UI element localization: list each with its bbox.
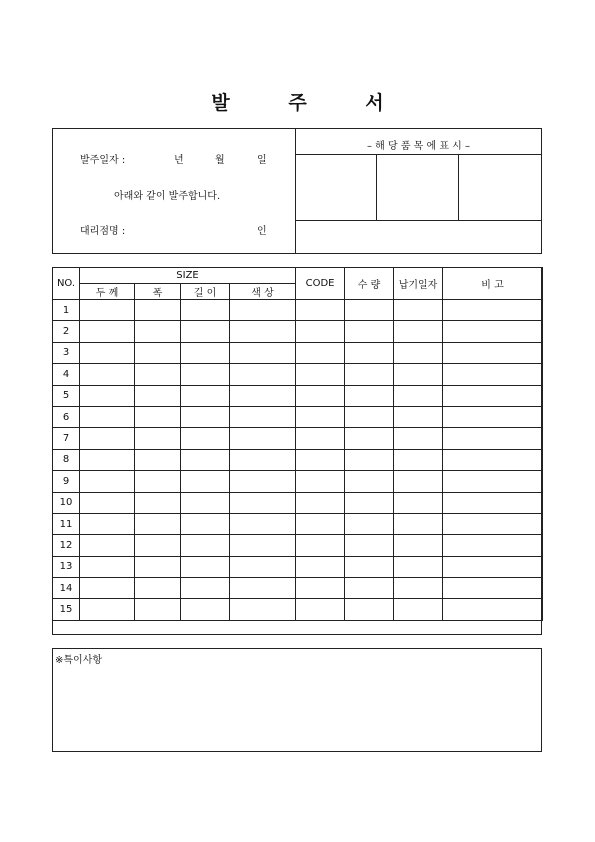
cell-length[interactable]: [181, 406, 230, 427]
cell-color[interactable]: [230, 492, 296, 513]
table-row: [53, 599, 543, 620]
cell-code[interactable]: [296, 342, 345, 363]
cell-width[interactable]: [135, 428, 181, 449]
cell-length[interactable]: [181, 300, 230, 321]
cell-color[interactable]: [230, 342, 296, 363]
row-number: 10: [53, 492, 80, 513]
order-statement: 아래와 같이 발주합니다.: [114, 191, 221, 202]
cell-thickness[interactable]: [80, 342, 135, 363]
mark-box-3[interactable]: [459, 155, 541, 219]
row-number: 14: [53, 578, 80, 599]
agency-label: 대리점명 :: [80, 226, 126, 237]
cell-qty[interactable]: [345, 535, 394, 556]
cell-code[interactable]: [296, 300, 345, 321]
cell-color[interactable]: [230, 471, 296, 492]
cell-color[interactable]: [230, 599, 296, 620]
cell-thickness[interactable]: [80, 449, 135, 470]
cell-width[interactable]: [135, 449, 181, 470]
cell-color[interactable]: [230, 406, 296, 427]
cell-code[interactable]: [296, 492, 345, 513]
cell-qty[interactable]: [345, 300, 394, 321]
cell-color[interactable]: [230, 428, 296, 449]
row-number: 3: [53, 342, 80, 363]
page-title: 발 주 서: [211, 92, 410, 114]
cell-delivery[interactable]: [394, 406, 443, 427]
cell-length[interactable]: [181, 364, 230, 385]
cell-thickness[interactable]: [80, 513, 135, 534]
cell-note[interactable]: [443, 556, 543, 577]
col-no-header: NO.: [53, 268, 80, 300]
row-number: 2: [53, 321, 80, 342]
cell-length[interactable]: [181, 535, 230, 556]
col-color-header: 색 상: [230, 284, 296, 300]
table-row: [53, 342, 543, 363]
cell-thickness[interactable]: [80, 385, 135, 406]
cell-color[interactable]: [230, 385, 296, 406]
cell-length[interactable]: [181, 385, 230, 406]
cell-qty[interactable]: [345, 449, 394, 470]
cell-thickness[interactable]: [80, 321, 135, 342]
cell-width[interactable]: [135, 385, 181, 406]
cell-code[interactable]: [296, 578, 345, 599]
remarks-box[interactable]: [52, 648, 542, 752]
cell-width[interactable]: [135, 556, 181, 577]
table-row: [53, 513, 543, 534]
cell-delivery[interactable]: [394, 300, 443, 321]
cell-length[interactable]: [181, 578, 230, 599]
cell-delivery[interactable]: [394, 556, 443, 577]
row-number: 8: [53, 449, 80, 470]
row-number: 13: [53, 556, 80, 577]
cell-delivery[interactable]: [394, 535, 443, 556]
table-row: [53, 385, 543, 406]
cell-thickness[interactable]: [80, 406, 135, 427]
row-number: 11: [53, 513, 80, 534]
cell-code[interactable]: [296, 385, 345, 406]
cell-color[interactable]: [230, 449, 296, 470]
row-number: 1: [53, 300, 80, 321]
cell-color[interactable]: [230, 578, 296, 599]
cell-note[interactable]: [443, 599, 543, 620]
cell-width[interactable]: [135, 342, 181, 363]
order-table: [52, 267, 543, 621]
cell-length[interactable]: [181, 428, 230, 449]
cell-code[interactable]: [296, 428, 345, 449]
seal-label: 인: [257, 226, 267, 237]
cell-width[interactable]: [135, 406, 181, 427]
cell-width[interactable]: [135, 578, 181, 599]
cell-length[interactable]: [181, 556, 230, 577]
cell-delivery[interactable]: [394, 492, 443, 513]
day-label: 일: [257, 155, 267, 166]
table-row: [53, 556, 543, 577]
cell-qty[interactable]: [345, 599, 394, 620]
cell-note[interactable]: [443, 342, 543, 363]
cell-qty[interactable]: [345, 321, 394, 342]
cell-length[interactable]: [181, 599, 230, 620]
table-row: [53, 364, 543, 385]
cell-code[interactable]: [296, 471, 345, 492]
table-row: [53, 535, 543, 556]
table-row: [53, 449, 543, 470]
cell-note[interactable]: [443, 321, 543, 342]
cell-note[interactable]: [443, 428, 543, 449]
cell-note[interactable]: [443, 385, 543, 406]
cell-note[interactable]: [443, 578, 543, 599]
row-number: 6: [53, 406, 80, 427]
cell-thickness[interactable]: [80, 578, 135, 599]
cell-code[interactable]: [296, 556, 345, 577]
cell-thickness[interactable]: [80, 492, 135, 513]
cell-thickness[interactable]: [80, 428, 135, 449]
cell-color[interactable]: [230, 513, 296, 534]
mark-items-bottom-line: [295, 220, 542, 221]
cell-delivery[interactable]: [394, 321, 443, 342]
col-width-header: 폭: [135, 284, 181, 300]
cell-note[interactable]: [443, 449, 543, 470]
cell-length[interactable]: [181, 321, 230, 342]
cell-note[interactable]: [443, 492, 543, 513]
cell-thickness[interactable]: [80, 471, 135, 492]
table-row: [53, 578, 543, 599]
cell-qty[interactable]: [345, 364, 394, 385]
cell-qty[interactable]: [345, 428, 394, 449]
cell-code[interactable]: [296, 449, 345, 470]
table-row: [53, 471, 543, 492]
cell-delivery[interactable]: [394, 578, 443, 599]
col-thickness-header: 두 께: [80, 284, 135, 300]
cell-note[interactable]: [443, 406, 543, 427]
cell-note[interactable]: [443, 513, 543, 534]
cell-width[interactable]: [135, 471, 181, 492]
cell-qty[interactable]: [345, 406, 394, 427]
order-date-label: 발주일자 :: [80, 155, 126, 166]
cell-thickness[interactable]: [80, 364, 135, 385]
year-label: 년: [174, 155, 184, 166]
cell-note[interactable]: [443, 300, 543, 321]
cell-color[interactable]: [230, 556, 296, 577]
col-note-header: 비 고: [443, 268, 543, 300]
cell-code[interactable]: [296, 321, 345, 342]
cell-delivery[interactable]: [394, 599, 443, 620]
mark-box-1[interactable]: [296, 155, 375, 219]
cell-color[interactable]: [230, 535, 296, 556]
cell-length[interactable]: [181, 342, 230, 363]
cell-color[interactable]: [230, 300, 296, 321]
cell-thickness[interactable]: [80, 535, 135, 556]
cell-width[interactable]: [135, 364, 181, 385]
cell-code[interactable]: [296, 406, 345, 427]
cell-qty[interactable]: [345, 342, 394, 363]
row-number: 4: [53, 364, 80, 385]
cell-width[interactable]: [135, 492, 181, 513]
cell-qty[interactable]: [345, 578, 394, 599]
cell-code[interactable]: [296, 599, 345, 620]
col-length-header: 길 이: [181, 284, 230, 300]
cell-delivery[interactable]: [394, 471, 443, 492]
cell-note[interactable]: [443, 364, 543, 385]
col-qty-header: 수 량: [345, 268, 394, 300]
table-row: [53, 321, 543, 342]
mark-box-2[interactable]: [377, 155, 457, 219]
cell-delivery[interactable]: [394, 364, 443, 385]
cell-qty[interactable]: [345, 385, 394, 406]
table-row: [53, 300, 543, 321]
cell-note[interactable]: [443, 471, 543, 492]
cell-width[interactable]: [135, 300, 181, 321]
mark-items-label: – 해 당 품 목 에 표 시 –: [366, 141, 471, 152]
cell-width[interactable]: [135, 513, 181, 534]
cell-width[interactable]: [135, 599, 181, 620]
month-label: 월: [215, 155, 225, 166]
row-number: 7: [53, 428, 80, 449]
cell-delivery[interactable]: [394, 385, 443, 406]
cell-delivery[interactable]: [394, 513, 443, 534]
table-row: [53, 492, 543, 513]
cell-length[interactable]: [181, 513, 230, 534]
col-delivery-header: 납기일자: [394, 268, 443, 300]
row-number: 9: [53, 471, 80, 492]
cell-thickness[interactable]: [80, 556, 135, 577]
cell-color[interactable]: [230, 321, 296, 342]
cell-code[interactable]: [296, 513, 345, 534]
cell-length[interactable]: [181, 449, 230, 470]
cell-qty[interactable]: [345, 556, 394, 577]
cell-width[interactable]: [135, 535, 181, 556]
cell-qty[interactable]: [345, 492, 394, 513]
cell-delivery[interactable]: [394, 428, 443, 449]
cell-qty[interactable]: [345, 513, 394, 534]
row-number: 12: [53, 535, 80, 556]
col-size-header: SIZE: [80, 268, 296, 284]
cell-delivery[interactable]: [394, 449, 443, 470]
row-number: 5: [53, 385, 80, 406]
table-row: [53, 406, 543, 427]
remarks-label: ※특이사항: [55, 655, 103, 666]
cell-delivery[interactable]: [394, 342, 443, 363]
cell-code[interactable]: [296, 364, 345, 385]
col-code-header: CODE: [296, 268, 345, 300]
cell-color[interactable]: [230, 364, 296, 385]
cell-length[interactable]: [181, 471, 230, 492]
cell-note[interactable]: [443, 535, 543, 556]
cell-qty[interactable]: [345, 471, 394, 492]
cell-code[interactable]: [296, 535, 345, 556]
cell-thickness[interactable]: [80, 300, 135, 321]
cell-width[interactable]: [135, 321, 181, 342]
row-number: 15: [53, 599, 80, 620]
cell-thickness[interactable]: [80, 599, 135, 620]
cell-length[interactable]: [181, 492, 230, 513]
table-row: [53, 428, 543, 449]
